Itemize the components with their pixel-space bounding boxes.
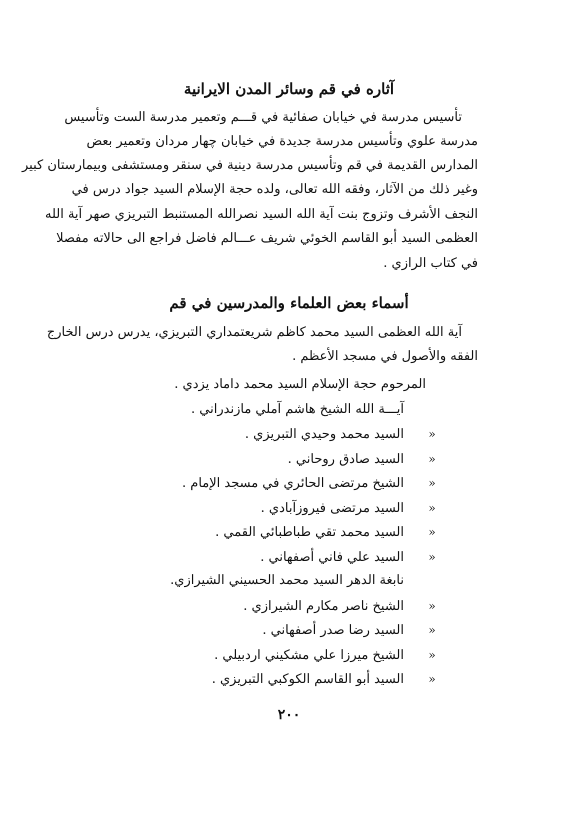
list-item-text: نابغة الدهر السيد محمد الحسيني الشيرازي. bbox=[170, 573, 404, 588]
paragraph-line: النجف الأشرف وتزوج بنت آية الله السيد نصرالله المستنبط التبريزي صهر آية الله bbox=[44, 207, 478, 222]
list-item bbox=[96, 618, 436, 643]
paragraph-line: تأسيس مدرسة في خيابان صفائية في قـــم وتعمير مدرسة الست وتأسيس bbox=[64, 110, 462, 125]
list-item bbox=[96, 594, 436, 619]
list-item-text: المرحوم حجة الإسلام السيد محمد داماد يزدي . bbox=[174, 377, 426, 392]
ditto-mark: « bbox=[428, 672, 436, 686]
paragraph-line: العظمى السيد أبو القاسم الخوئي شريف عـــالم فاضل فراجع الى حالاته مفصلا bbox=[56, 231, 478, 246]
page-number: ٢٠٠ bbox=[277, 707, 301, 723]
list-item-text: السيد صادق روحاني . bbox=[287, 451, 404, 467]
paragraph-line: الفقه والأصول في مسجد الأعظم . bbox=[292, 349, 478, 364]
list-item-text: السيد رضا صدر أصفهاني . bbox=[262, 623, 404, 638]
ditto-mark: « bbox=[428, 623, 436, 637]
paragraph-line: آية الله العظمى السيد محمد كاظم شريعتمداري التبريزي، يدرس درس الخارج bbox=[46, 325, 462, 340]
list-item bbox=[96, 569, 426, 594]
list-item bbox=[96, 520, 436, 545]
list-item-text: السيد محمد تقي طباطبائي القمي . bbox=[215, 525, 404, 540]
list-item-text: السيد مرتضى فيروزآبادي . bbox=[260, 500, 404, 516]
list-item bbox=[96, 496, 436, 521]
list-item-text: آيـــة الله الشيخ هاشم آملي مازندراني . bbox=[191, 401, 404, 417]
list-item bbox=[96, 422, 436, 447]
list-item bbox=[96, 447, 436, 472]
ditto-mark: « bbox=[428, 500, 436, 515]
paragraph-line: وغير ذلك من الآثار، وفقه الله تعالى، ولده حجة الإسلام السيد جواد درس في bbox=[71, 182, 478, 197]
ditto-mark: « bbox=[428, 427, 436, 441]
paragraph-line: المدارس القديمة في قم وتأسيس مدرسة دينية في سنقر ومستشفى وبيمارستان كبير bbox=[21, 158, 478, 173]
list-item bbox=[96, 471, 436, 496]
ditto-mark: « bbox=[428, 476, 436, 490]
list-item-text: الشيخ ناصر مكارم الشيرازي . bbox=[243, 598, 404, 614]
list-item-text: السيد محمد وحيدي التبريزي . bbox=[244, 427, 404, 442]
paragraph-line: مدرسة علوي وتأسيس مدرسة جديدة في خيابان چهار مردان وتعمير بعض bbox=[86, 134, 478, 149]
scholars-list bbox=[96, 373, 436, 692]
list-item bbox=[96, 667, 436, 692]
ditto-mark: « bbox=[428, 525, 436, 539]
ditto-mark: « bbox=[428, 598, 436, 613]
list-item bbox=[96, 373, 426, 398]
section-heading-scholars: أسماء بعض العلماء والمدرسين في قم bbox=[169, 294, 409, 312]
list-item-text: الشيخ ميرزا علي مشكيني اردبيلي . bbox=[214, 647, 404, 663]
ditto-mark: « bbox=[428, 549, 436, 564]
list-item bbox=[96, 398, 426, 423]
list-item-text: السيد أبو القاسم الكوكبي التبريزي . bbox=[211, 672, 404, 687]
paragraph-line: في كتاب الرازي . bbox=[383, 256, 478, 271]
section-heading-works: آثاره في قم وسائر المدن الايرانية bbox=[183, 80, 395, 98]
list-item bbox=[96, 545, 436, 570]
ditto-mark: « bbox=[428, 647, 436, 662]
list-item-text: الشيخ مرتضى الحائري في مسجد الإمام . bbox=[182, 476, 404, 491]
list-item bbox=[96, 643, 436, 668]
ditto-mark: « bbox=[428, 451, 436, 466]
list-item-text: السيد علي فاني أصفهاني . bbox=[260, 549, 404, 565]
